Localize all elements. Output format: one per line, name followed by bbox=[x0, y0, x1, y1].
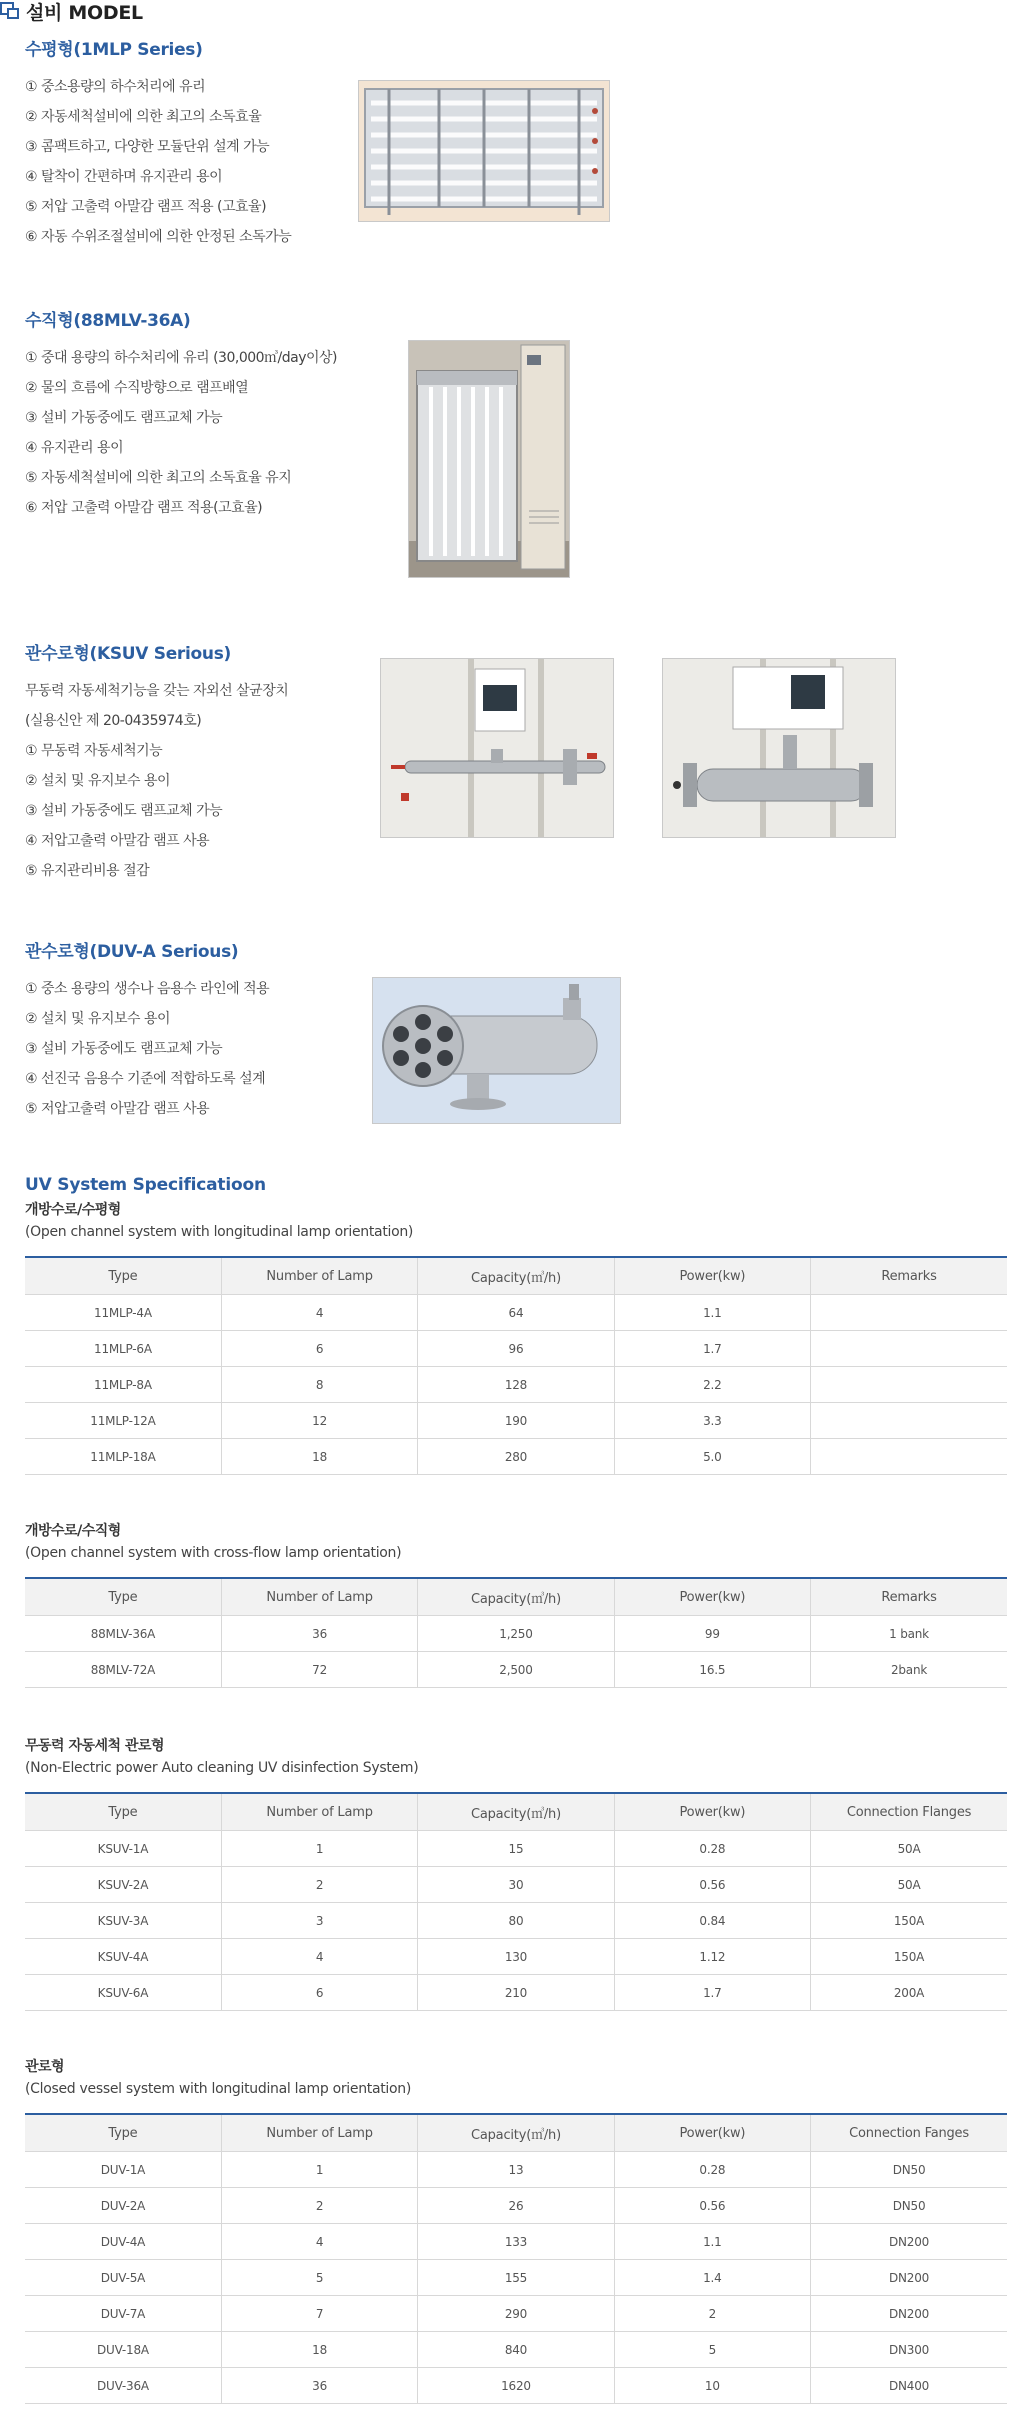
table-cell: 3.3 bbox=[614, 1403, 810, 1439]
feature-list bbox=[25, 676, 288, 886]
table-cell: KSUV-1A bbox=[25, 1831, 221, 1867]
table-cell: 88MLV-36A bbox=[25, 1616, 221, 1652]
table-row bbox=[25, 1295, 1007, 1331]
table-cell bbox=[811, 1295, 1007, 1331]
table-cell: 11MLP-12A bbox=[25, 1403, 221, 1439]
feature-item: ④ 유지관리 용이 bbox=[25, 440, 124, 456]
table-cell: 99 bbox=[614, 1616, 810, 1652]
table-row bbox=[25, 1867, 1007, 1903]
column-header: Number of Lamp bbox=[221, 2114, 417, 2152]
product-title: 수평형(1MLP Series) bbox=[25, 40, 203, 60]
table-cell: 1.7 bbox=[614, 1975, 810, 2011]
feature-item: ④ 저압고출력 아말감 램프 사용 bbox=[25, 833, 210, 849]
table-cell: 155 bbox=[418, 2260, 614, 2296]
table-row bbox=[25, 2260, 1007, 2296]
column-header: Number of Lamp bbox=[221, 1793, 417, 1831]
table-cell: 10 bbox=[614, 2368, 810, 2404]
table-header-row bbox=[25, 1578, 1007, 1616]
table-row bbox=[25, 1403, 1007, 1439]
table-cell: 280 bbox=[418, 1439, 614, 1475]
table-cell: 210 bbox=[418, 1975, 614, 2011]
table-cell: KSUV-4A bbox=[25, 1939, 221, 1975]
spec-category: 관로형 bbox=[25, 2059, 65, 2075]
table-cell: 13 bbox=[418, 2152, 614, 2188]
table-cell: 4 bbox=[221, 1939, 417, 1975]
table-row bbox=[25, 1616, 1007, 1652]
spec-description: (Open channel system with longitudinal lamp orientation) bbox=[25, 1224, 414, 1240]
ksuv-unit-photo-1 bbox=[380, 658, 614, 838]
table-cell: KSUV-6A bbox=[25, 1975, 221, 2011]
column-header: Connection Fanges bbox=[811, 2114, 1007, 2152]
column-header: Type bbox=[25, 1257, 221, 1295]
table-cell: 190 bbox=[418, 1403, 614, 1439]
column-header: Capacity(㎥/h) bbox=[418, 1793, 614, 1831]
table-cell: DN50 bbox=[811, 2188, 1007, 2224]
product-vertical bbox=[25, 311, 337, 523]
product-duv bbox=[25, 942, 269, 1124]
table-cell: 26 bbox=[418, 2188, 614, 2224]
feature-item: ② 설치 및 유지보수 용이 bbox=[25, 1011, 171, 1027]
feature-item: ③ 콤팩트하고, 다양한 모듈단위 설계 가능 bbox=[25, 139, 270, 155]
feature-item: ⑤ 자동세척설비에 의한 최고의 소독효율 유지 bbox=[25, 470, 292, 486]
table-cell: 5 bbox=[614, 2332, 810, 2368]
feature-item: ① 무동력 자동세척기능 bbox=[25, 743, 163, 759]
column-header: Capacity(㎥/h) bbox=[418, 2114, 614, 2152]
table-cell: 72 bbox=[221, 1652, 417, 1688]
spec-category: 개방수로/수직형 bbox=[25, 1523, 121, 1539]
table-cell: 50A bbox=[811, 1867, 1007, 1903]
model-logo-icon bbox=[0, 2, 20, 20]
table-cell: DUV-2A bbox=[25, 2188, 221, 2224]
column-header: Remarks bbox=[811, 1257, 1007, 1295]
table-cell: DUV-1A bbox=[25, 2152, 221, 2188]
table-cell: 840 bbox=[418, 2332, 614, 2368]
table-cell: 2bank bbox=[811, 1652, 1007, 1688]
table-cell: 1.7 bbox=[614, 1331, 810, 1367]
spec-table bbox=[25, 2113, 1007, 2404]
table-cell: 96 bbox=[418, 1331, 614, 1367]
table-row bbox=[25, 1652, 1007, 1688]
feature-item: ③ 설비 가동중에도 램프교체 가능 bbox=[25, 1041, 223, 1057]
table-cell: 200A bbox=[811, 1975, 1007, 2011]
table-cell: DUV-4A bbox=[25, 2224, 221, 2260]
table-cell: DN200 bbox=[811, 2260, 1007, 2296]
table-row bbox=[25, 2152, 1007, 2188]
table-cell: 1,250 bbox=[418, 1616, 614, 1652]
table-cell bbox=[811, 1439, 1007, 1475]
feature-item: ⑥ 자동 수위조절설비에 의한 안정된 소독가능 bbox=[25, 229, 292, 245]
table-cell: 1.4 bbox=[614, 2260, 810, 2296]
feature-item: ② 자동세척설비에 의한 최고의 소독효율 bbox=[25, 109, 262, 125]
table-cell: 2 bbox=[614, 2296, 810, 2332]
table-cell: DUV-18A bbox=[25, 2332, 221, 2368]
table-cell: 18 bbox=[221, 1439, 417, 1475]
table-row bbox=[25, 2188, 1007, 2224]
column-header: Power(kw) bbox=[614, 2114, 810, 2152]
spec-table bbox=[25, 1256, 1007, 1475]
table-cell: 1 bank bbox=[811, 1616, 1007, 1652]
table-cell: 64 bbox=[418, 1295, 614, 1331]
table-cell: 16.5 bbox=[614, 1652, 810, 1688]
table-cell: 3 bbox=[221, 1903, 417, 1939]
feature-item: ① 중소용량의 하수처리에 유리 bbox=[25, 79, 206, 95]
table-cell: 8 bbox=[221, 1367, 417, 1403]
vertical-unit-photo bbox=[408, 340, 570, 578]
page-header bbox=[0, 0, 143, 22]
product-title: 관수로형(DUV-A Serious) bbox=[25, 942, 239, 962]
table-cell: 1 bbox=[221, 1831, 417, 1867]
table-cell: 290 bbox=[418, 2296, 614, 2332]
table-cell: 5 bbox=[221, 2260, 417, 2296]
spec-category: 개방수로/수평형 bbox=[25, 1202, 121, 1218]
table-cell: 0.56 bbox=[614, 1867, 810, 1903]
table-cell: 0.28 bbox=[614, 2152, 810, 2188]
table-cell: DUV-36A bbox=[25, 2368, 221, 2404]
table-cell: 1.12 bbox=[614, 1939, 810, 1975]
table-cell: 1.1 bbox=[614, 1295, 810, 1331]
table-row bbox=[25, 1331, 1007, 1367]
table-row bbox=[25, 1903, 1007, 1939]
feature-item: ⑤ 유지관리비용 절감 bbox=[25, 863, 150, 879]
table-cell: 0.28 bbox=[614, 1831, 810, 1867]
spec-title: UV System Specificatioon bbox=[25, 1175, 266, 1195]
table-cell: 4 bbox=[221, 2224, 417, 2260]
table-cell: 2,500 bbox=[418, 1652, 614, 1688]
product-ksuv bbox=[25, 644, 288, 886]
table-cell: 11MLP-8A bbox=[25, 1367, 221, 1403]
table-row bbox=[25, 2224, 1007, 2260]
feature-item: (실용신안 제 20-0435974호) bbox=[25, 713, 202, 729]
table-row bbox=[25, 2368, 1007, 2404]
spec-table bbox=[25, 1577, 1007, 1688]
spec-block-duv bbox=[25, 2057, 1007, 2404]
column-header: Number of Lamp bbox=[221, 1257, 417, 1295]
feature-item: ⑤ 저압고출력 아말감 램프 사용 bbox=[25, 1101, 210, 1117]
table-cell: KSUV-2A bbox=[25, 1867, 221, 1903]
feature-list bbox=[25, 72, 291, 252]
table-cell bbox=[811, 1403, 1007, 1439]
table-cell: DUV-5A bbox=[25, 2260, 221, 2296]
column-header: Power(kw) bbox=[614, 1578, 810, 1616]
table-header-row bbox=[25, 1793, 1007, 1831]
table-cell: DN300 bbox=[811, 2332, 1007, 2368]
column-header: Power(kw) bbox=[614, 1793, 810, 1831]
spec-description: (Open channel system with cross-flow lamp orientation) bbox=[25, 1545, 402, 1561]
feature-item: ④ 선진국 음용수 기준에 적합하도록 설계 bbox=[25, 1071, 266, 1087]
table-row bbox=[25, 1939, 1007, 1975]
table-cell: 2 bbox=[221, 2188, 417, 2224]
table-cell: 11MLP-18A bbox=[25, 1439, 221, 1475]
column-header: Power(kw) bbox=[614, 1257, 810, 1295]
feature-list bbox=[25, 974, 269, 1124]
table-row bbox=[25, 1439, 1007, 1475]
feature-item: 무동력 자동세척기능을 갖는 자외선 살균장치 bbox=[25, 683, 289, 699]
column-header: Capacity(㎥/h) bbox=[418, 1257, 614, 1295]
column-header: Type bbox=[25, 1793, 221, 1831]
table-cell: DN200 bbox=[811, 2224, 1007, 2260]
table-cell: 4 bbox=[221, 1295, 417, 1331]
table-row bbox=[25, 2332, 1007, 2368]
column-header: Number of Lamp bbox=[221, 1578, 417, 1616]
table-cell: 36 bbox=[221, 1616, 417, 1652]
table-cell: 1620 bbox=[418, 2368, 614, 2404]
table-cell: 7 bbox=[221, 2296, 417, 2332]
duv-unit-photo bbox=[372, 977, 621, 1124]
product-title: 수직형(88MLV-36A) bbox=[25, 311, 191, 331]
table-cell: KSUV-3A bbox=[25, 1903, 221, 1939]
table-row bbox=[25, 1975, 1007, 2011]
feature-item: ⑤ 저압 고출력 아말감 램프 적용 (고효율) bbox=[25, 199, 267, 215]
product-horizontal bbox=[25, 40, 291, 252]
table-row bbox=[25, 2296, 1007, 2332]
table-cell: 6 bbox=[221, 1975, 417, 2011]
table-row bbox=[25, 1831, 1007, 1867]
feature-item: ④ 탈착이 간편하며 유지관리 용이 bbox=[25, 169, 223, 185]
feature-item: ③ 설비 가동중에도 램프교체 가능 bbox=[25, 410, 223, 426]
ksuv-unit-photo-2 bbox=[662, 658, 896, 838]
table-cell bbox=[811, 1331, 1007, 1367]
page-title: 설비 MODEL bbox=[26, 1, 143, 24]
table-cell: 36 bbox=[221, 2368, 417, 2404]
table-cell: 0.56 bbox=[614, 2188, 810, 2224]
table-cell: 30 bbox=[418, 1867, 614, 1903]
table-cell bbox=[811, 1367, 1007, 1403]
column-header: Type bbox=[25, 1578, 221, 1616]
spec-category: 무동력 자동세척 관로형 bbox=[25, 1738, 164, 1754]
table-cell: 6 bbox=[221, 1331, 417, 1367]
table-cell: 2.2 bbox=[614, 1367, 810, 1403]
column-header: Capacity(㎥/h) bbox=[418, 1578, 614, 1616]
table-cell: DN50 bbox=[811, 2152, 1007, 2188]
table-header-row bbox=[25, 2114, 1007, 2152]
table-row bbox=[25, 1367, 1007, 1403]
table-cell: 130 bbox=[418, 1939, 614, 1975]
table-cell: 150A bbox=[811, 1903, 1007, 1939]
table-cell: 11MLP-4A bbox=[25, 1295, 221, 1331]
spec-description: (Non-Electric power Auto cleaning UV disinfection System) bbox=[25, 1760, 419, 1776]
table-cell: 150A bbox=[811, 1939, 1007, 1975]
table-cell: 1.1 bbox=[614, 2224, 810, 2260]
column-header: Remarks bbox=[811, 1578, 1007, 1616]
table-cell: 18 bbox=[221, 2332, 417, 2368]
table-cell: 15 bbox=[418, 1831, 614, 1867]
table-cell: 2 bbox=[221, 1867, 417, 1903]
table-cell: 133 bbox=[418, 2224, 614, 2260]
table-cell: 1 bbox=[221, 2152, 417, 2188]
table-cell: 50A bbox=[811, 1831, 1007, 1867]
feature-item: ① 중대 용량의 하수처리에 유리 (30,000㎥/day이상) bbox=[25, 350, 338, 366]
table-cell: 128 bbox=[418, 1367, 614, 1403]
column-header: Connection Flanges bbox=[811, 1793, 1007, 1831]
horizontal-unit-photo bbox=[358, 80, 610, 222]
table-cell: 0.84 bbox=[614, 1903, 810, 1939]
table-cell: DUV-7A bbox=[25, 2296, 221, 2332]
table-header-row bbox=[25, 1257, 1007, 1295]
feature-item: ⑥ 저압 고출력 아말감 램프 적용(고효율) bbox=[25, 500, 263, 516]
table-cell: 11MLP-6A bbox=[25, 1331, 221, 1367]
spec-block-open-horizontal bbox=[25, 1200, 1007, 1475]
spec-block-ksuv bbox=[25, 1736, 1007, 2011]
table-cell: 80 bbox=[418, 1903, 614, 1939]
product-title: 관수로형(KSUV Serious) bbox=[25, 644, 232, 664]
table-cell: 12 bbox=[221, 1403, 417, 1439]
spec-block-open-vertical bbox=[25, 1521, 1007, 1688]
table-cell: DN200 bbox=[811, 2296, 1007, 2332]
spec-table bbox=[25, 1792, 1007, 2011]
table-cell: 88MLV-72A bbox=[25, 1652, 221, 1688]
spec-description: (Closed vessel system with longitudinal lamp orientation) bbox=[25, 2081, 412, 2097]
feature-item: ② 설치 및 유지보수 용이 bbox=[25, 773, 171, 789]
feature-item: ③ 설비 가동중에도 램프교체 가능 bbox=[25, 803, 223, 819]
table-cell: 5.0 bbox=[614, 1439, 810, 1475]
feature-item: ① 중소 용량의 생수나 음용수 라인에 적용 bbox=[25, 981, 270, 997]
column-header: Type bbox=[25, 2114, 221, 2152]
table-cell: DN400 bbox=[811, 2368, 1007, 2404]
feature-item: ② 물의 흐름에 수직방향으로 램프배열 bbox=[25, 380, 249, 396]
feature-list bbox=[25, 343, 337, 523]
